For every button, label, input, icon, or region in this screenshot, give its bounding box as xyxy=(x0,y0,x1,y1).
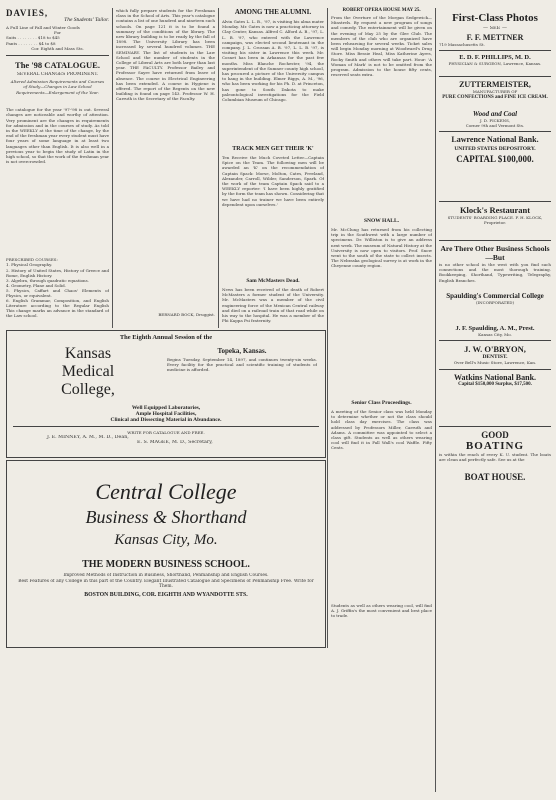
boating-text: is within the reach of every K. U. student. The boats are clean and perfectly safe. See us at the xyxy=(439,451,551,462)
snowhall-headline: SNOW HALL. xyxy=(363,218,400,224)
catalogue-subhead: SEVERAL CHANGES PROMINENT. xyxy=(16,72,99,78)
watkins-ad xyxy=(439,370,551,427)
write-catalogue: WRITE FOR CATALOGUE AND FREE. xyxy=(127,430,205,435)
mcmasters-headline: Sam McMasters Dead. xyxy=(246,278,300,284)
col2-signature: BERNARD BOCK, Druggist. xyxy=(158,312,215,317)
phillips-sub: PHYSICIAN & SURGEON, Lawrence, Kansas. xyxy=(448,61,542,67)
medical-word: Medical xyxy=(61,363,115,380)
kansas-med-features xyxy=(7,405,325,446)
session-label: The Eighth Annual Session of the xyxy=(119,334,213,341)
alumni-text: Alvin Gates L. L. B., '97, is visiting his alma mater Monday. Mr. Gates is now a practicing attorney in Clay Center, Kansas. Alfred C. Alford A. B., '97, L. L. B. '97, who entered with the Lawrence campaign, was elected second lieutenant in the company. J. L. Crossan A. B. '97, L. L. B. '97, is visiting his sister in Lawrence this week. Mr. Cosnet has been in Arkansas for the past few months. Miss Blanche Rochester, '94, the superintendent of the Sumner county high school, has procured a picture of the University campus to hang in the building. Elmer Riggs, A. M., '96, who has been working for his Ph. D. at Princeton, has gone to South Dakota to make paleontological investigations for the Field Columbian Museum of Chicago. xyxy=(222,19,324,103)
phillips-ad xyxy=(439,51,551,77)
davies-line: A Full Line of Fall and Winter Goods xyxy=(6,25,80,30)
zutter-sub1: MANUFACTURER OF xyxy=(472,89,518,95)
column-3 xyxy=(222,8,324,337)
davies-ad xyxy=(6,8,109,56)
obryon-name: J. W. O'BRYON, xyxy=(464,344,526,355)
begins-text: Begins Tuesday, September 14, 1897, and continues twenty-six weeks. Every facility for the practical and scientific training of students of medicine is afforded. xyxy=(167,357,317,373)
catalogue-tail: This change marks an advance in the standard of the Law school. xyxy=(6,308,109,319)
spaulding-name: Spaulding's Commercial College xyxy=(446,292,544,301)
other-schools: Are There Other Business Schools—But xyxy=(440,244,550,263)
obryon-ad xyxy=(439,341,551,369)
good-label: GOOD xyxy=(481,429,509,440)
davies-line: For xyxy=(54,30,61,36)
column-5-ads xyxy=(439,8,551,485)
catalogue-list-item: 5. Physics, Caffart and Chaos' Elements of Physics, or equivalent. xyxy=(6,288,109,299)
opera-headline: ROBERT OPERA HOUSE MAY 25. xyxy=(342,8,421,13)
column-2 xyxy=(116,8,215,317)
davies-name: DAVIES, xyxy=(6,8,49,18)
catalogue-list-intro: PRESCRIBED COURSES: xyxy=(6,257,58,263)
snowhall-text: Mr. McClung has returned from his collecting trip in the Southwest with a large number of specimens. Dr. Williston is to give an address next week. The museum of Natural History at the University is now open to visitors. Prof. Snow went to the south of the state to collect insects. The Nebraska geological survey is at work in the Cheyenne county region. xyxy=(331,227,432,269)
col2-text: which fully prepare students for the Freshman class in the School of Arts. This year's catalogue contains a list of one hundred and nineteen such schools. On page 121 it is to be found a summary of the conditions of the library. The new library building is to be ready by the fall of 1898. The University Library has been increased by several hundred volumes. THE SEMINARY. The list of students in the Law School and the number of students in the College of Liberal Arts are both larger than last year. THE FACULTY. Professor Bailey and Professor Sayre have returned from leave of absence. The course in Electrical Engineering has been extended. A course in Hygiene is offered. The report of the Regents on the new building is found on page 143. Professor W. H. Carruth is the Secretary of the Faculty. xyxy=(116,8,215,102)
topeka: Topeka, Kansas. xyxy=(217,347,267,355)
spaulding-addr: Kansas City, Mo. xyxy=(478,332,512,338)
kansas-word: Kansas xyxy=(64,345,112,362)
obryon-addr: Over Bell's Music Store, Lawrence, Kan. xyxy=(453,360,537,366)
college-word: College, xyxy=(61,381,115,398)
davies-line: Pants . . . . . . . . $4 to $8 xyxy=(6,40,56,46)
catalogue-list-item: 4. Geometry, Plane and Solid. xyxy=(6,282,66,288)
opera-text: From the Overture of the Morgan Sedgewick—Minstrels. By request a new program of songs and comedy. The entertainment will be given on the evening of May 25 by the Glee Club. The members of the club who are organized have been rehearsing for several weeks. Ticket sales will begin Monday morning at Woodward's Drug Store. Miss Bessie Heal, Miss Katherine Ayres, Rocky Smith and others will take part. Hour: 'A Woman of Mark' is not to be omitted from the program. Admission to the house fifty cents, reserved seats extra. xyxy=(331,15,432,78)
business-shorthand: Business & Shorthand xyxy=(85,507,247,527)
mettner-address: 719 Massachusetts St. xyxy=(439,42,485,48)
woodcoal: Wood and Coal xyxy=(472,109,518,118)
column-rule xyxy=(112,8,113,328)
capital: CAPITAL $100,000. xyxy=(456,154,534,165)
other-text: is no other school in the west with you find such connections and the most thorough training. Bookkeeping, Shorthand, Typewriting, Telegraphy, English Branches. xyxy=(439,262,551,283)
central-desc: Improved Methods of Instruction in Business, Shorthand, Penmanship and English Courses. xyxy=(63,573,269,578)
davies-line: Cor. Eighth and Mass Sts. xyxy=(31,45,84,51)
watkins-capital: Capital $150,000 Surplus, $17,500. xyxy=(458,381,532,387)
lawrence-bank-ad xyxy=(439,132,551,202)
kansas-medical-ad xyxy=(6,330,326,458)
clinical: Clinical and Dissecting Material in Abundance. xyxy=(110,417,222,423)
lawrence-bank-name: Lawrence National Bank. xyxy=(451,135,539,145)
senior-headline: Senior Class Proceedings. xyxy=(351,400,412,406)
photo-ad xyxy=(439,12,551,51)
first-class-photos: First-Class Photos xyxy=(452,12,538,24)
equipped: Well Equipped Laboratories, xyxy=(131,405,201,411)
zutter-spacer xyxy=(439,100,551,110)
catalogue-list-item: 1. Physical Geography. xyxy=(6,262,53,268)
dean: J. E. MINNEY, A. M., M. D., Dean, xyxy=(47,435,129,441)
column-rule xyxy=(435,8,436,792)
track-headline: TRACK MEN GET THEIR 'K' xyxy=(232,146,314,152)
zutter-name: ZUTTERMEISTER, xyxy=(459,80,531,90)
apparatus: Ample Hospital Facilities, xyxy=(135,411,197,417)
pickens-sub: Corner 9th and Vermont Sts. xyxy=(465,122,525,128)
modern-business-school: THE MODERN BUSINESS SCHOOL. xyxy=(82,559,250,570)
see-label: — SEE — xyxy=(483,26,507,31)
central-college-name: Central College xyxy=(95,479,237,504)
column-4 xyxy=(331,8,432,623)
catalogue-list-item: 2. History of United States, History of Greece and Rome, English History. xyxy=(6,267,109,278)
catalogue-body: The catalogue for the year '97-'98 is out. Several changes are noticeable and worthy of attention. Very prominent are the changes in requirements for admission and in the courses of study. As told in the WEEKLY at the time of the change, by the end of the freshman year every student must have four years of some language in at least two languages other than English. It is also well in a previous year to begin the study of Latin in the high school, so that the work of the freshman year is not overcrowded. xyxy=(6,107,109,165)
boating-ad xyxy=(439,427,551,485)
kansas-med-title xyxy=(13,345,163,399)
boating-label: BOATING xyxy=(465,439,525,452)
watkins-officers xyxy=(439,387,551,423)
mcmasters-text: News has been received of the death of Robert McMasters a former student of the University. Mr. McMasters was a member of the civil engineering force of the Mexican Central railway and died on a railroad train of that road while on his way to the hospital. He was a member of the Phi Kappa Psi fraternity. xyxy=(222,287,324,324)
spaulding-sub: (INCORPORATED) xyxy=(476,300,514,306)
zutter-sub2: PURE CONFECTIONS and FINE ICE CREAM. xyxy=(442,94,548,100)
spaulding-body xyxy=(439,305,551,325)
track-text: Ten Receive the Much Coveted Letter—Captain Spice on the Team. The following men will be awarded an 'K' on the recommendation of Captain Spack: Morse, Molton, Cates, Freeland, Alexander, Carroll, Wilder, Sanderson, Spark. Of the work of the team Captain Spack said to a WEEKLY reporter: 'I have been highly gratified by the form the team has shown. Considering that we have had no trainer we have been entirely dependent upon ourselves.' xyxy=(222,155,324,207)
pickens-name: J. D. PICKENS, xyxy=(479,117,511,123)
business-schools-ad xyxy=(439,241,551,341)
mettner-name: F. F. METTNER xyxy=(466,33,524,43)
kansas-med-details xyxy=(167,347,317,393)
boathouse-label: BOAT HOUSE. xyxy=(464,471,526,482)
zutter-ad xyxy=(439,77,551,132)
kansas-city: Kansas City, Mo. xyxy=(114,532,218,548)
senior-text: A meeting of the Senior class was held Monday to determine whether or not the class should hold class day exercises. The class was addressed by Professors Miller, Carruth and Adams. A committee was appointed to select a class gift. Students as well as others wearing cool will find it in Fall Wall's cool Waffle. Fifty Cents. xyxy=(331,409,432,451)
column-1 xyxy=(6,8,109,318)
alumni-headline: AMONG THE ALUMNI. xyxy=(234,8,312,16)
catalogue-list-item: 3. Algebra, through quadratic equations. xyxy=(6,277,89,283)
depository: UNITED STATES DEPOSITORY. xyxy=(454,146,536,153)
secretary: E. S. MAGEE, M. D., Secretary, xyxy=(137,440,213,446)
klocks-sub: STUDENTS' BOARDING PLACE. F. H. KLOCK, Proprietor. xyxy=(447,215,543,226)
davies-line: Suits . . . . . . . . $18 to $45 xyxy=(6,35,60,41)
bank-officers-block xyxy=(439,164,551,198)
central-desc2: Best Features of any College in this part of the Country. Elegant Illustrated Catalogue and Specimens of Penmanship Free. Write for Them. xyxy=(18,579,314,590)
klocks-ad xyxy=(439,202,551,241)
catalogue-list-item: 6. English Grammar, Composition, and English Literature according to the Regular English xyxy=(6,298,109,309)
catalogue-headline: The '98 CATALOGUE. xyxy=(15,60,100,71)
phillips-name: E. D. F. PHILLIPS, M. D. xyxy=(459,54,531,62)
column-rule xyxy=(327,8,328,648)
column-rule xyxy=(218,8,219,328)
spaulding-foot: J. F. Spaulding, A. M., Prest. xyxy=(455,325,535,333)
obryon-sub: DENTIST. xyxy=(482,354,508,361)
central-college-ad xyxy=(6,460,326,648)
watkins-name: Watkins National Bank. xyxy=(453,372,537,382)
klocks-name: Klock's Restaurant xyxy=(459,205,531,216)
catalogue-deck: Altered Admission Requirements and Courses of Study—Changes in Law School Requirements—Enlargement of the Year. xyxy=(10,79,105,95)
davies-subtitle: The Students' Tailor. xyxy=(64,17,109,23)
central-address: BOSTON BUILDING, COR. EIGHTH AND WYANDOTTE STS. xyxy=(84,592,248,599)
col4-tail: Students as well as others wearing cool, will find A. J. Griffin's the most convenient and best place to trade. xyxy=(331,603,432,619)
